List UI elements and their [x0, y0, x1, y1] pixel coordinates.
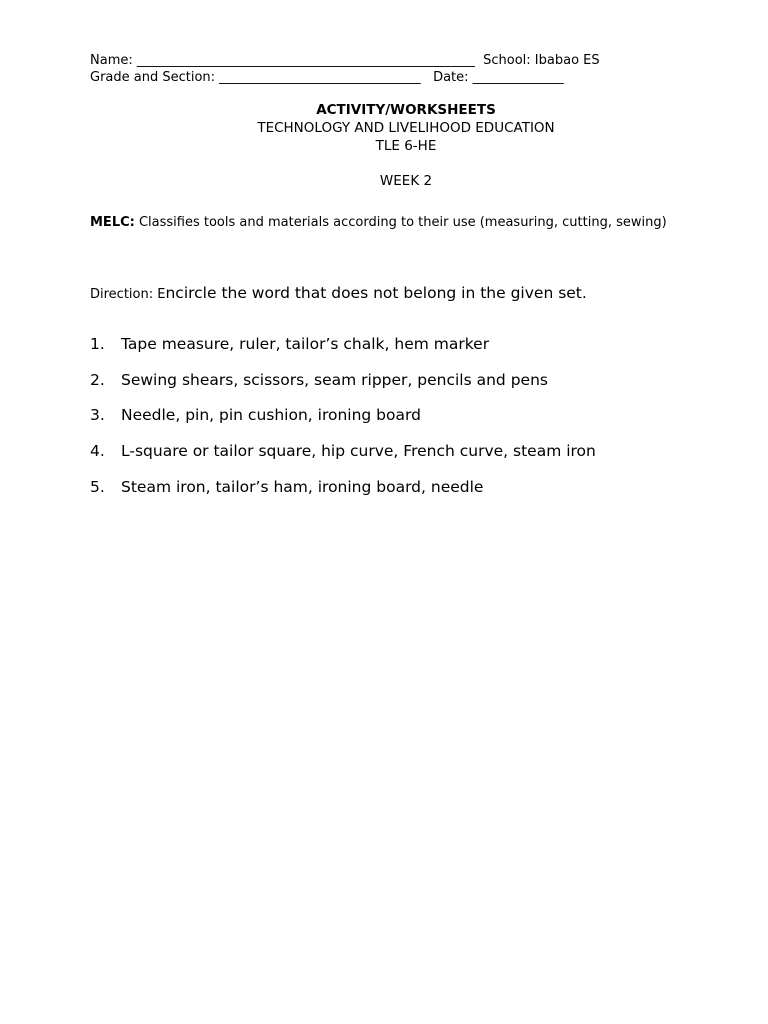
list-item — [90, 334, 596, 370]
item-number: 1. — [90, 335, 105, 353]
worksheet-heading: ACTIVITY/WORKSHEETS — [316, 102, 496, 118]
item-text: Tape measure, ruler, tailor’s chalk, hem marker — [121, 335, 490, 353]
name-school-line: Name: ____________________________________________________ School: Ibabao ES — [90, 53, 600, 68]
item-text: Steam iron, tailor’s ham, ironing board, needle — [121, 477, 484, 496]
direction-statement — [90, 283, 587, 305]
item-text: Needle, pin, pin cushion, ironing board — [121, 406, 421, 425]
item-text: L-square or tailor square, hip curve, French curve, steam iron — [121, 442, 596, 461]
week-label: WEEK 2 — [379, 173, 433, 189]
subject-code: TLE 6-HE — [375, 138, 437, 154]
subject-title: TECHNOLOGY AND LIVELIHOOD EDUCATION — [257, 120, 555, 136]
melc-statement — [90, 214, 710, 231]
item-number: 5. — [90, 477, 105, 496]
question-list — [90, 334, 596, 512]
list-item — [90, 477, 596, 513]
grade-date-line: Grade and Section: _______________________________ Date: ______________ — [90, 70, 564, 85]
item-number: 4. — [90, 442, 105, 461]
list-item — [90, 405, 596, 441]
melc-text: Classifies tools and materials according to their use (measuring, cutting, sewing) — [134, 215, 667, 230]
direction-text: ncircle the word that does not belong in the given set. — [165, 284, 587, 302]
item-text: Sewing shears, scissors, seam ripper, pencils and pens — [121, 370, 548, 389]
direction-label: Direction: E — [90, 287, 166, 302]
list-item — [90, 441, 596, 477]
melc-label: MELC: — [90, 215, 135, 230]
list-item — [90, 370, 596, 406]
item-number: 2. — [90, 370, 105, 389]
item-number: 3. — [90, 406, 105, 425]
